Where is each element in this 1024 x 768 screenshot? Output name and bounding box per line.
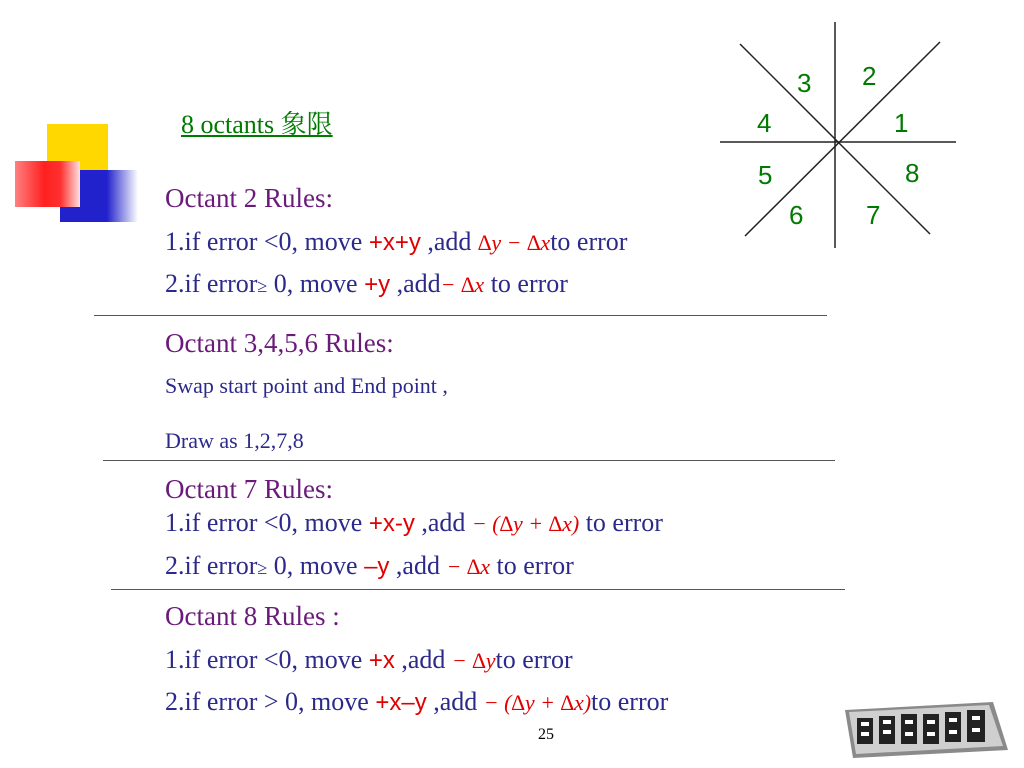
octant2-rule-1: 1.if error <0, move +x+y ,add ∆y − ∆xto error <box>165 227 628 256</box>
octant-label-2: 2 <box>862 61 877 91</box>
octant-diagonal-axis-2 <box>745 42 940 236</box>
red-gradient-block <box>15 161 80 207</box>
divider-2 <box>103 460 835 461</box>
slide-title: 8 octants 象限 <box>181 110 333 139</box>
octant2-rule-2: 2.if error≥ 0, move +y ,add− ∆x to error <box>165 269 568 298</box>
octant-diagram <box>700 20 960 250</box>
octant3456-instruction-2: Draw as 1,2,7,8 <box>165 428 304 453</box>
octant-label-6: 6 <box>789 200 804 230</box>
octant7-rule-1: 1.if error <0, move +x-y ,add − (∆y + ∆x) to error <box>165 508 663 537</box>
octant8-rule-2: 2.if error > 0, move +x–y ,add − (∆y + ∆x)to error <box>165 687 669 716</box>
octant8-rule-1: 1.if error <0, move +x ,add − ∆yto error <box>165 645 573 674</box>
octant-label-4: 4 <box>757 108 772 138</box>
octant7-heading: Octant 7 Rules: <box>165 474 333 504</box>
octant7-rule-2: 2.if error≥ 0, move –y ,add − ∆x to error <box>165 551 574 580</box>
page-number: 25 <box>538 726 554 743</box>
divider-1 <box>94 315 827 316</box>
octant-label-1: 1 <box>894 108 909 138</box>
logo-graphic <box>843 700 1013 760</box>
octant2-heading: Octant 2 Rules: <box>165 183 333 213</box>
octant3456-heading: Octant 3,4,5,6 Rules: <box>165 328 394 358</box>
octant3456-instruction-1: Swap start point and End point , <box>165 373 448 398</box>
octant-label-5: 5 <box>758 160 773 190</box>
octant-label-3: 3 <box>797 68 812 98</box>
divider-3 <box>111 589 845 590</box>
octant-label-8: 8 <box>905 158 920 188</box>
octant-label-7: 7 <box>866 200 881 230</box>
octant8-heading: Octant 8 Rules : <box>165 601 340 631</box>
